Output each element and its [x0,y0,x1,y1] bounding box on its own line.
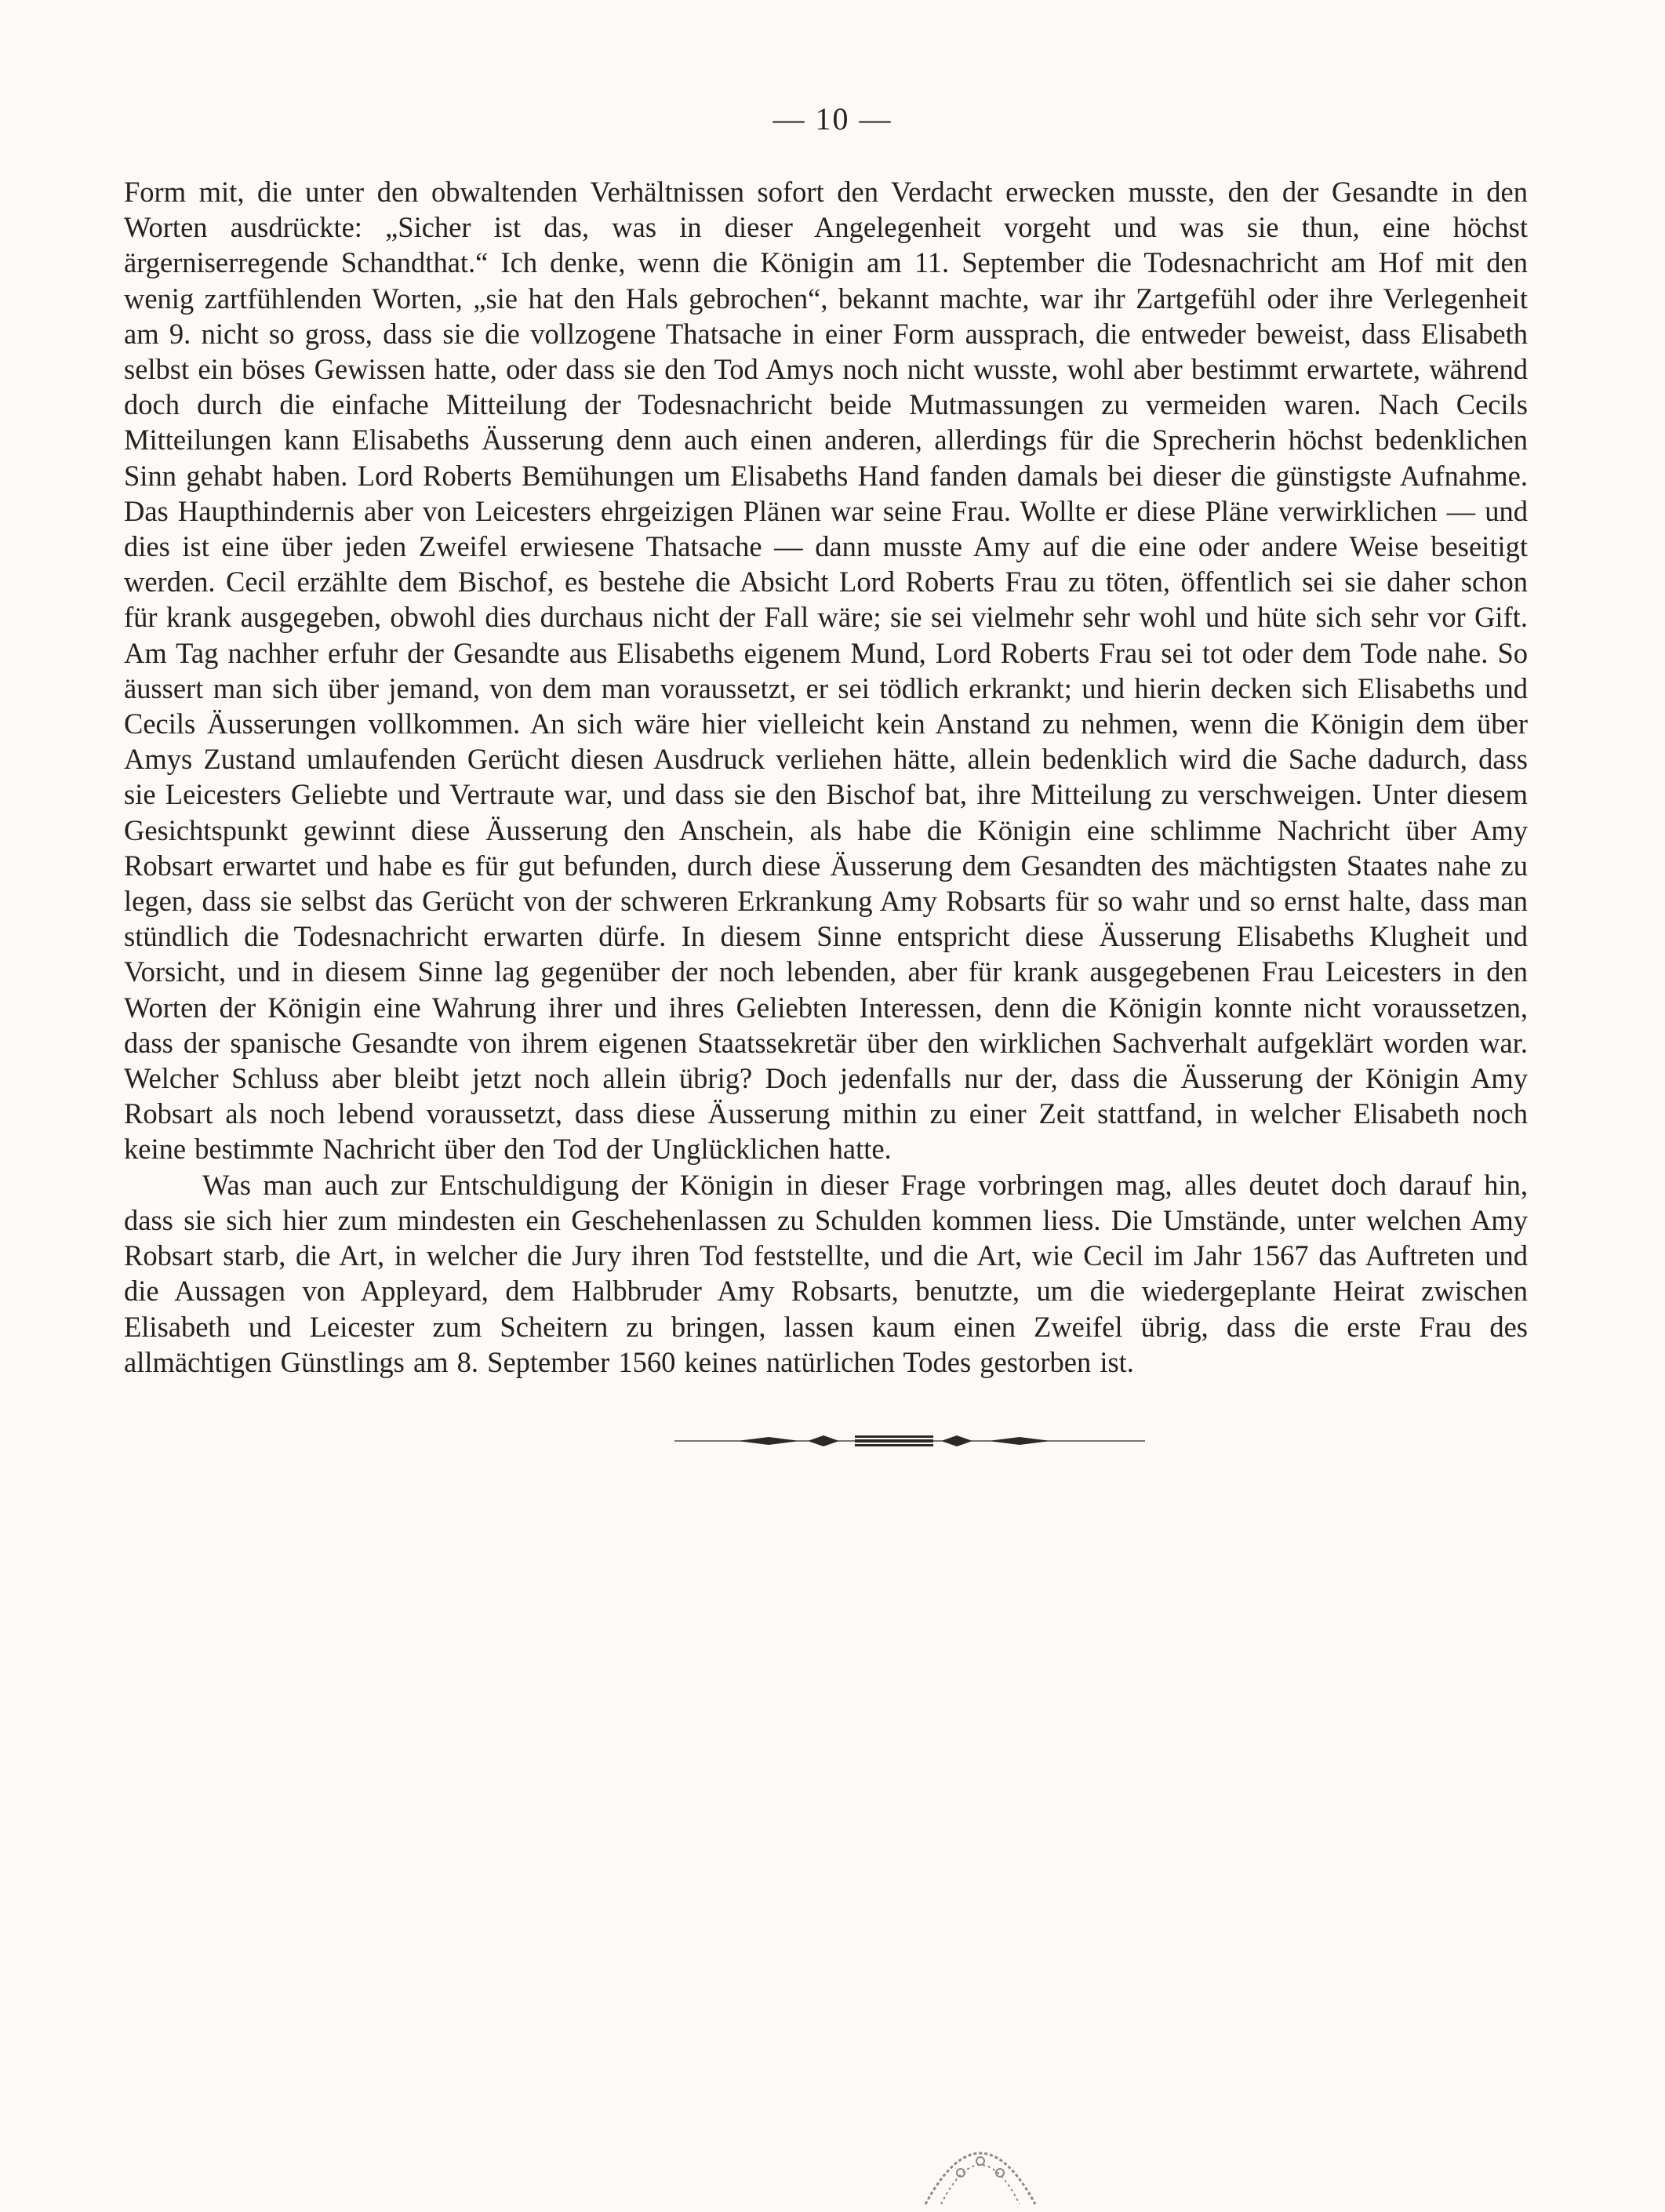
paragraph-2: Was man auch zur Entschuldigung der Königin in dieser Frage vorbringen mag, alles deutet doch darauf hin, dass sie sich hier zum mindesten ein Geschehenlassen zu Schulden kommen liess. Die Umstände, unter welchen Amy Robsart starb, die Art, in welcher die Jury ihren Tod feststellte, und die Art, wie Cecil im Jahr 1567 das Auftreten und die Aussagen von Appleyard, dem Halbbruder Amy Robsarts, benutzte, um die wiedergeplante Heirat zwischen Elisabeth und Leicester zum Scheitern zu bringen, lassen kaum einen Zweifel übrig, dass die erste Frau des allmächtigen Günstlings am 8. September 1560 keines natürlichen Todes gestorben ist. [124,1168,1528,1378]
paragraph-1: Form mit, die unter den obwaltenden Verhältnissen sofort den Verdacht erwecken musste, den der Gesandte in den Worten ausdrückte: „Sicher ist das, was in dieser Angelegenheit vorgeht und was sie thun, eine höchst ärgerniserregende Schandthat.“ Ich denke, wenn die Königin am 11. September die Todesnachricht am Hof mit den wenig zartfühlenden Worten, „sie hat den Hals gebrochen“, bekannt machte, war ihr Zartgefühl oder ihre Verlegenheit am 9. nicht so gross, dass sie die vollzogene Thatsache in einer Form aussprach, die entweder beweist, dass Elisabeth selbst ein böses Gewissen hatte, oder dass sie den Tod Amys noch nicht wusste, wohl aber bestimmt erwartete, während doch durch die einfache Mitteilung der Todesnachricht beide Mutmassungen zu vermeiden waren. Nach Cecils Mitteilungen kann Elisabeths Äusserung denn auch einen anderen, allerdings für die Sprecherin höchst bedenklichen Sinn gehabt haben. Lord Roberts Bemühungen um Elisabeths Hand fanden damals bei dieser die günstigste Aufnahme. Das Haupthindernis aber von Leicesters ehrgeizigen Plänen war seine Frau. Wollte er diese Pläne verwirklichen — und dies ist eine über jeden Zweifel erwiesene Thatsache — dann musste Amy auf die eine oder andere Weise beseitigt werden. Cecil erzählte dem Bischof, es bestehe die Absicht Lord Roberts Frau zu töten, öffentlich sei sie daher schon für krank ausgegeben, obwohl dies durchaus nicht der Fall wäre; sie sei vielmehr sehr wohl und hüte sich sehr vor Gift. Am Tag nachher erfuhr der Gesandte aus Elisabeths eigenem Mund, Lord Roberts Frau sei tot oder dem Tode nahe. So äussert man sich über jemand, von dem man voraussetzt, er sei tödlich erkrankt; und hierin decken sich Elisabeths und Cecils Äusserungen vollkommen. An sich wäre hier vielleicht kein Anstand zu nehmen, wenn die Königin dem über Amys Zustand umlaufenden Gerücht diesen Ausdruck verliehen hätte, allein bedenklich wird die Sache dadurch, dass sie Leicesters Geliebte und Vertraute war, und dass sie den Bischof bat, ihre Mitteilung zu verschweigen. Unter diesem Gesichtspunkt gewinnt diese Äusserung den Anschein, als habe die Königin eine schlimme Nachricht über Amy Robsart erwartet und habe es für gut befunden, durch diese Äusserung dem Gesandten des mächtigsten Staates nahe zu legen, dass sie selbst das Gerücht von der schweren Erkrankung Amy Robsarts für so wahr und so ernst halte, dass man stündlich die Todesnachricht erwarten dürfe. In diesem Sinne entspricht diese Äusserung Elisabeths Klugheit und Vorsicht, und in diesem Sinne lag gegenüber der noch lebenden, aber für krank ausgegebenen Frau Leicesters in den Worten der Königin eine Wahrung ihrer und ihres Geliebten Interessen, denn die Königin konnte nicht voraussetzen, dass der spanische Gesandte von ihrem eigenen Staatssekretär über den wirklichen Sachverhalt aufgeklärt worden war. Welcher Schluss aber bleibt jetzt noch allein übrig? Doch jedenfalls nur der, dass die Äusserung der Königin Amy Robsart als noch lebend voraussetzt, dass diese Äusserung mithin zu einer Zeit stattfand, in welcher Elisabeth noch keine bestimmte Nachricht über den Tod der Unglücklichen hatte. [124,176,1528,1166]
library-stamp-icon [918,2118,1043,2212]
ornamental-rule-icon [674,1429,1145,1453]
main-text [124,174,1528,1380]
page-number: — 10 — [773,101,892,136]
